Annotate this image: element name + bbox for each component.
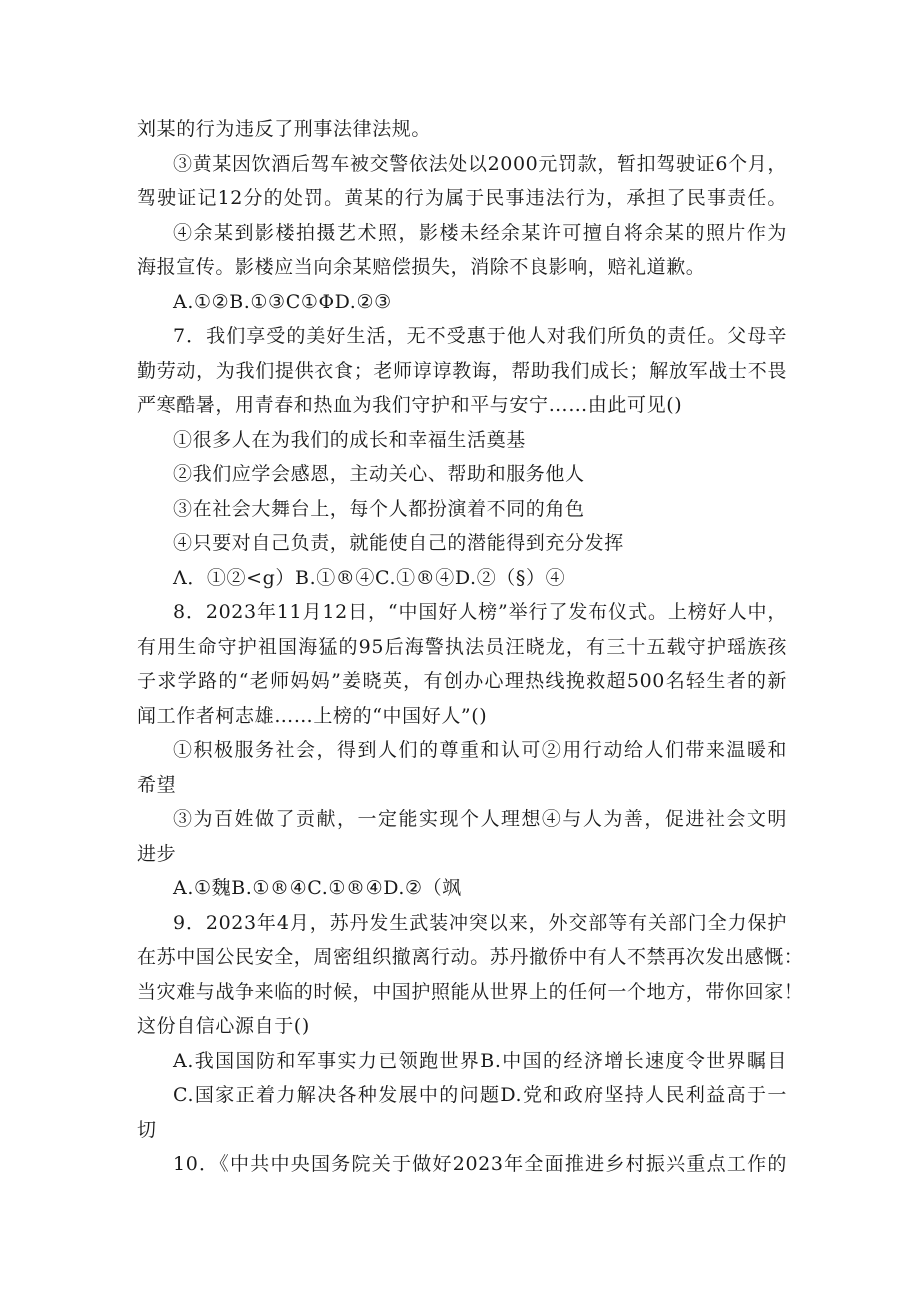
text-line: ③在社会大舞台上，每个人都扮演着不同的角色: [173, 497, 585, 520]
text-line: 这份自信心源自于(): [137, 1015, 310, 1037]
text-line: 8．2023年11月12日，“中国好人榜”举行了发布仪式。上榜好人中，: [173, 601, 787, 623]
text-line: C.国家正着力解决各种发展中的问题D.党和政府坚持人民利益高于一: [173, 1084, 787, 1106]
text-line: 当灾难与战争来临的时候，中国护照能从世界上的任何一个地方，带你回家！: [137, 980, 804, 1003]
text-line: ②我们应学会感恩，主动关心、帮助和服务他人: [173, 463, 585, 485]
text-line: Λ．①②<g）B.①®④C.①®④D.②（§）④: [173, 566, 566, 589]
text-line: A.①②B.①③C①ΦD.②③: [173, 290, 392, 313]
text-line: A.我国国防和军事实力已领跑世界B.中国的经济增长速度令世界瞩目: [173, 1049, 787, 1072]
text-line: A.①魏B.①®④C.①®④D.②（飒: [173, 877, 462, 899]
text-line: 驾驶证记12分的处罚。黄某的行为属于民事违法行为，承担了民事责任。: [137, 187, 787, 209]
text-line: ③为百姓做了贡献，一定能实现个人理想④与人为善，促进社会文明: [173, 808, 787, 830]
text-line: 在苏中国公民安全，周密组织撤离行动。苏丹撤侨中有人不禁再次发出感慨：: [137, 946, 804, 968]
text-line: ④只要对自己负责，就能使自己的潜能得到充分发挥: [173, 532, 624, 554]
text-line: ①很多人在为我们的成长和幸福生活奠基: [173, 428, 526, 451]
text-line: ④余某到影楼拍摄艺术照，影楼未经余某许可擅自将余某的照片作为: [173, 221, 787, 244]
document-page: [137, 112, 804, 1182]
text-line: 严寒酷暑，用青春和热血为我们守护和平与安宁……由此可见(): [137, 394, 683, 416]
text-line: ③黄某因饮酒后驾车被交警依法处以2000元罚款，暂扣驾驶证6个月，: [173, 152, 787, 175]
text-line: 勤劳动，为我们提供衣食；老师谆谆教诲，帮助我们成长；解放军战士不畏: [137, 359, 787, 382]
text-line: 10．《中共中央国务院关于做好2023年全面推进乡村振兴重点工作的: [173, 1153, 787, 1175]
text-line: 刘某的行为违反了刑事法律法规。: [137, 118, 432, 140]
text-line: 9．2023年4月，苏丹发生武装冲突以来，外交部等有关部门全力保护: [173, 911, 787, 934]
text-line: 希望: [137, 773, 177, 796]
text-line: 有用生命守护祖国海猛的95后海警执法员汪晓龙，有三十五载守护瑶族孩: [137, 635, 787, 658]
text-line: 切: [137, 1118, 157, 1141]
text-line: ①积极服务社会，得到人们的尊重和认可②用行动给人们带来温暖和: [173, 739, 787, 761]
text-line: 子求学路的“老师妈妈”姜晓英，有创办心理热线挽救超500名轻生者的新: [137, 670, 787, 692]
text-line: 闻工作者柯志雄……上榜的“中国好人”(): [137, 704, 488, 727]
text-line: 进步: [137, 842, 177, 865]
text-line: 海报宣传。影楼应当向余某赔偿损失，消除不良影响，赔礼道歉。: [137, 256, 706, 278]
text-line: 7．我们享受的美好生活，无不受惠于他人对我们所负的责任。父母辛: [173, 325, 787, 347]
